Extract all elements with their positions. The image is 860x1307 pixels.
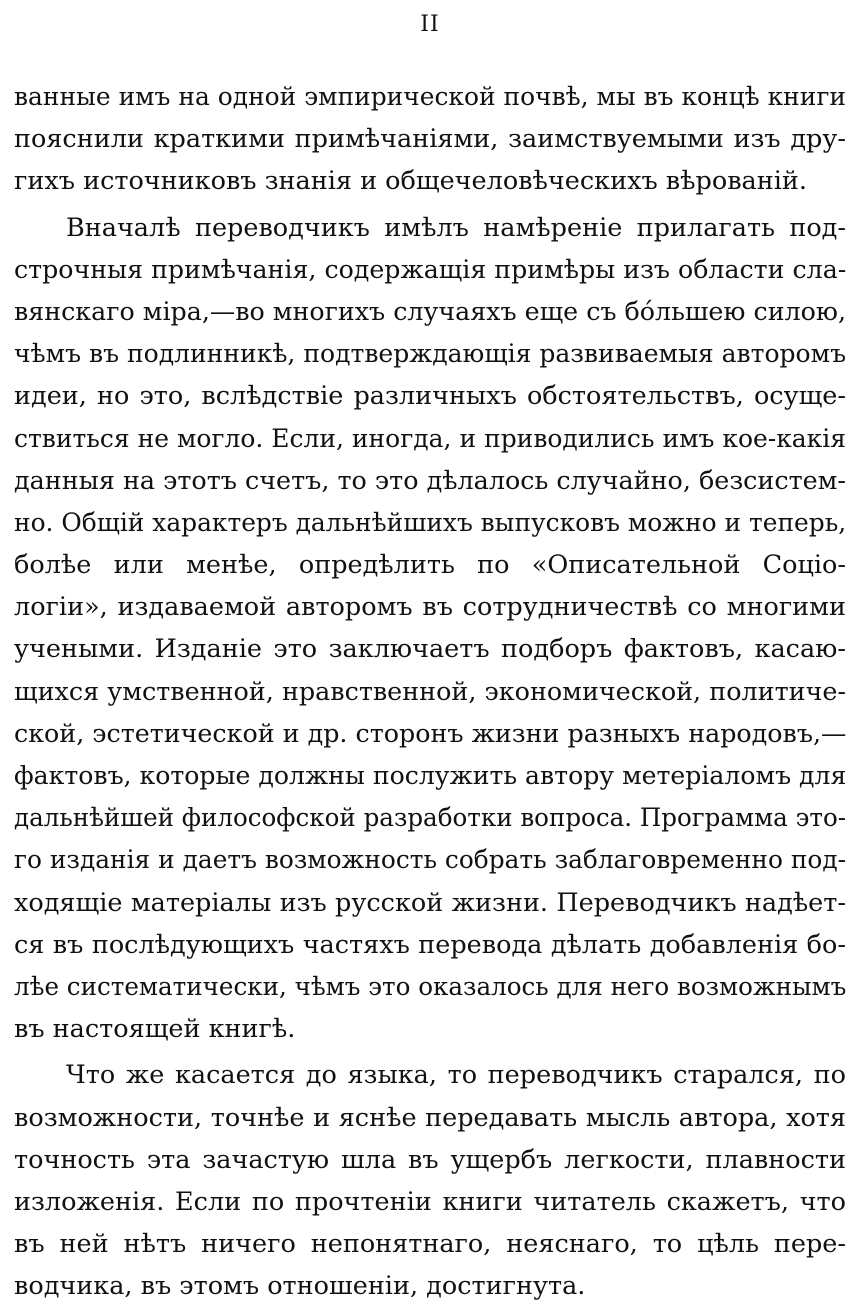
paragraph-line: болѣе или менѣе, опредѣлить по «Описательной Соціо- xyxy=(14,550,846,581)
paragraph-line: идеи, но это, вслѣдствіе различныхъ обстоятельствъ, осуще- xyxy=(14,381,846,412)
paragraph-line: данныя на этотъ счетъ, то это дѣлалось случайно, безсистем- xyxy=(14,465,846,496)
paragraph-line: щихся умственной, нравственной, экономической, политиче- xyxy=(14,676,846,707)
paragraph-line: вянскаго міра,—во многихъ случаяхъ еще съ бо́льшею силою, xyxy=(14,296,846,327)
paragraph-line: ванные имъ на одной эмпирической почвѣ, мы въ концѣ книги xyxy=(14,82,846,112)
paragraph-line: но. Общій характеръ дальнѣйшихъ выпусковъ можно и теперь, xyxy=(14,507,846,538)
paragraph-line: пояснили краткими примѣчаніями, заимствуемыми изъ дру- xyxy=(14,124,846,155)
paragraph-line: Что же касается до языка, то переводчикъ старался, по xyxy=(66,1060,846,1091)
paragraph-line: водчика, въ этомъ отношеніи, достигнута. xyxy=(14,1271,586,1302)
paragraph-line: возможности, точнѣе и яснѣе передавать мысль автора, хотя xyxy=(14,1102,846,1133)
paragraph-line: чѣмъ въ подлинникѣ, подтверждающія развиваемыя авторомъ xyxy=(14,339,846,370)
paragraph-line: фактовъ, которые должны послужить автору метеріаломъ для xyxy=(14,761,846,791)
paragraph-line: логіи», издаваемой авторомъ въ сотрудничествѣ со многими xyxy=(14,592,846,623)
paragraph-line: ской, эстетической и др. сторонъ жизни разныхъ народовъ,— xyxy=(14,718,846,749)
paragraph-line: лѣе систематически, чѣмъ это оказалось для него возможнымъ xyxy=(14,971,846,1002)
body-text xyxy=(14,76,846,1307)
paragraph-line: ся въ послѣдующихъ частяхъ перевода дѣлать добавленія бо- xyxy=(14,929,846,960)
paragraph-line: ходящіе матеріалы изъ русской жизни. Переводчикъ надѣет- xyxy=(14,887,846,918)
paragraph-line: въ ней нѣтъ ничего непонятнаго, неяснаго, то цѣль пере- xyxy=(14,1229,846,1260)
paragraph-line: го изданія и даетъ возможность собрать заблаговременно под- xyxy=(14,845,846,876)
paragraph-line: строчныя примѣчанія, содержащія примѣры изъ области сла- xyxy=(14,254,846,285)
paragraph-line: Вначалѣ переводчикъ имѣлъ намѣреніе прилагать под- xyxy=(66,212,846,243)
paragraph-line: гихъ источниковъ знанія и общечеловѣческихъ вѣрованій. xyxy=(14,166,808,197)
paragraph-line: въ настоящей книгѣ. xyxy=(14,1014,296,1045)
paragraph-line: изложенія. Если по прочтеніи книги читатель скажетъ, что xyxy=(14,1186,846,1217)
paragraph-line: точность эта зачастую шла въ ущербъ легкости, плавности xyxy=(14,1144,846,1175)
paragraph-line: ствиться не могло. Если, иногда, и приводились имъ кое-какія xyxy=(14,423,846,454)
paragraph-line: учеными. Изданіе это заключаетъ подборъ фактовъ, касаю- xyxy=(14,634,846,665)
paragraph-line: дальнѣйшей философской разработки вопроса. Программа это- xyxy=(14,803,846,834)
page-number: II xyxy=(420,12,440,37)
